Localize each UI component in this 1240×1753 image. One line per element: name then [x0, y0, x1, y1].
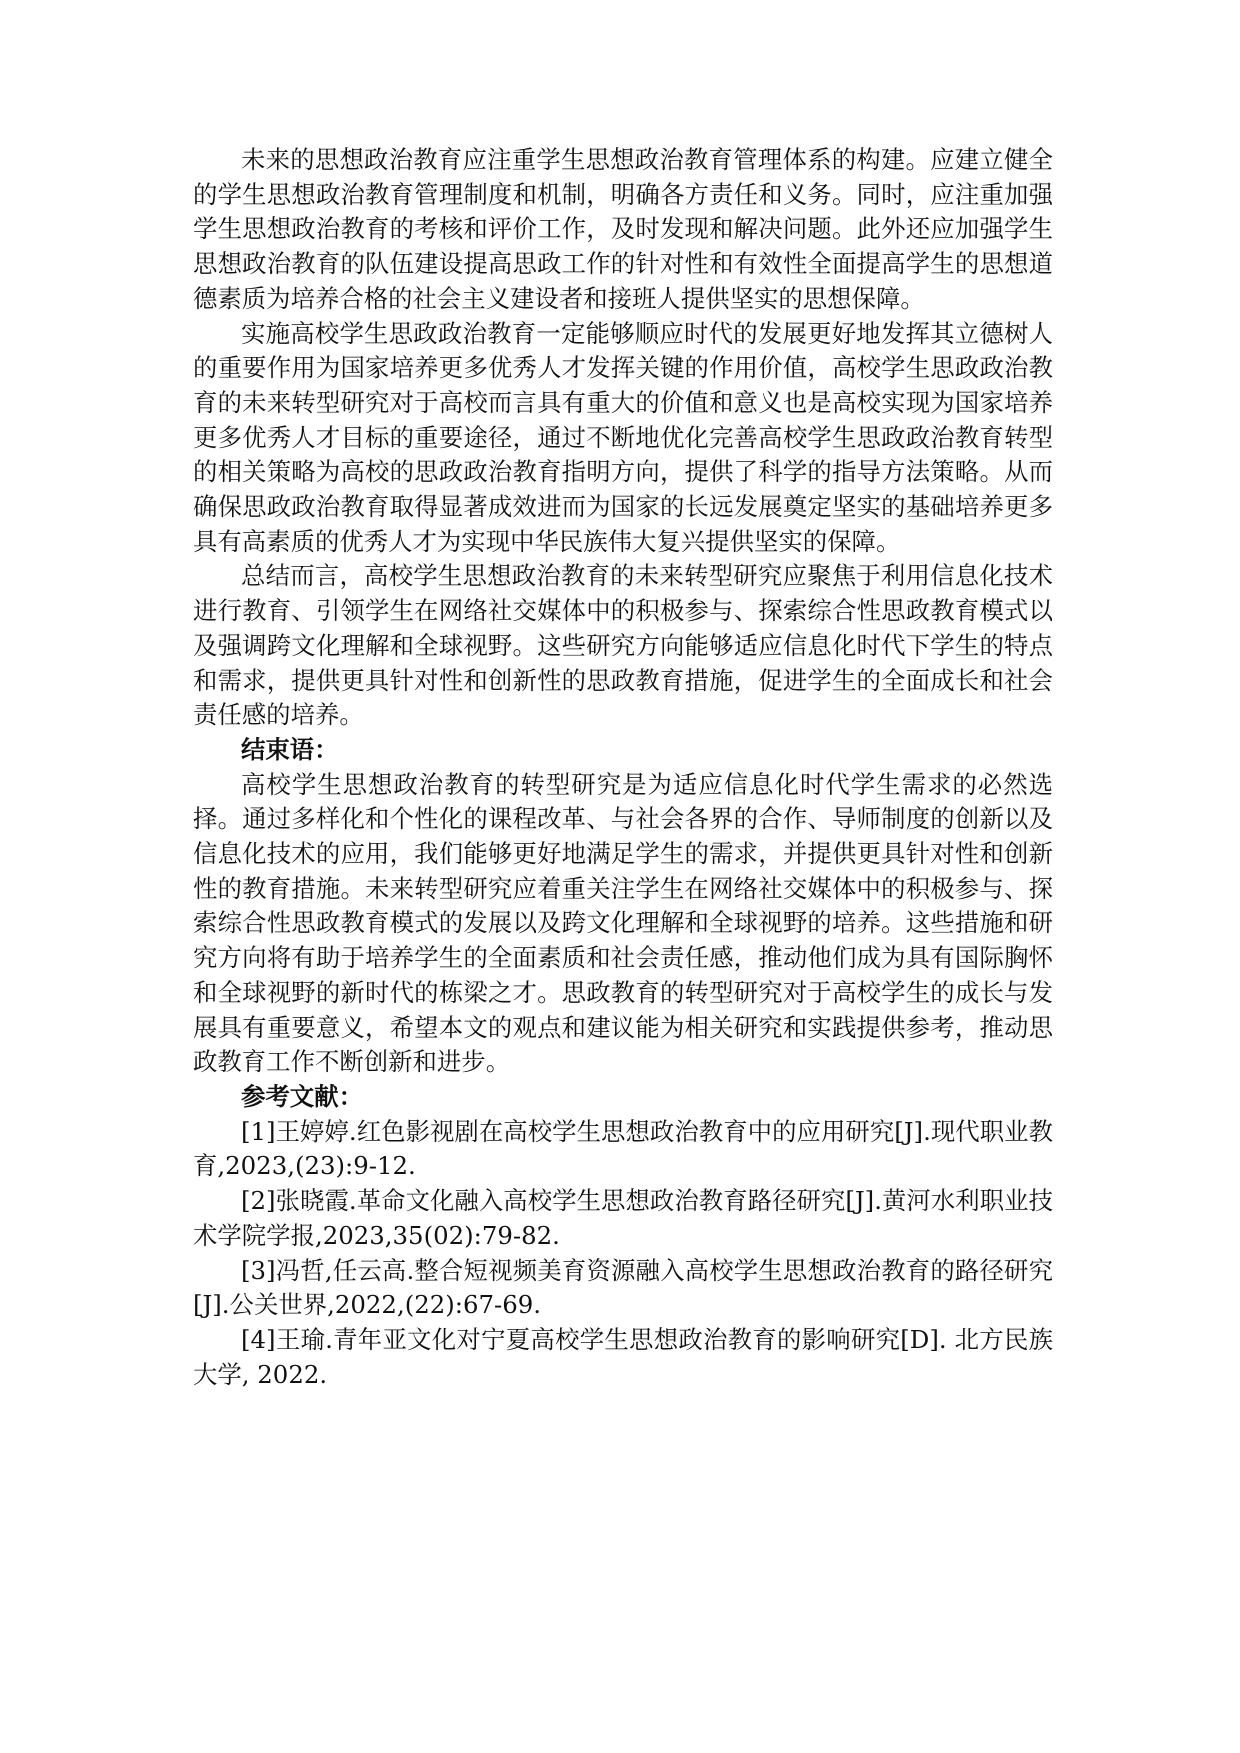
conclusion-heading: 结束语：: [241, 734, 339, 764]
conclusion-paragraph: 高校学生思想政治教育的转型研究是为适应信息化时代学生需求的必然选择。通过多样化和个性化的课程改革、与社会各界的合作、导师制度的创新以及信息化技术的应用，我们能够更好地满足学生的需求，并提供更具针对性和创新性的教育措施。未来转型研究应着重关注学生在网络社交媒体中的积极参与、探索综合性思政教育模式的发展以及跨文化理解和全球视野的培养。这些措施和研究方向将有助于培养学生的全面素质和社会责任感，推动他们成为具有国际胸怀和全球视野的新时代的栋梁之才。思政教育的转型研究对于高校学生的成长与发展具有重要意义，希望本文的观点和建议能为相关研究和实践提供参考，推动思政教育工作不断创新和进步。: [193, 769, 1053, 1077]
body-paragraph-2: 实施高校学生思政政治教育一定能够顺应时代的发展更好地发挥其立德树人的重要作用为国家培养更多优秀人才发挥关键的作用价值，高校学生思政政治教育的未来转型研究对于高校而言具有重大的价值和意义也是高校实现为国家培养更多优秀人才目标的重要途径，通过不断地优化完善高校学生思政政治教育转型的相关策略为高校的思政政治教育指明方向，提供了科学的指导方法策略。从而确保思政政治教育取得显著成效进而为国家的长远发展奠定坚实的基础培养更多具有高素质的优秀人才为实现中华民族伟大复兴提供坚实的保障。: [193, 318, 1053, 556]
reference-item-3: [3]冯哲,任云高.整合短视频美育资源融入高校学生思想政治教育的路径研究[J].公关世界,2022,(22):67-69.: [193, 1255, 1053, 1320]
reference-item-1: [1]王婷婷.红色影视剧在高校学生思想政治教育中的应用研究[J].现代职业教育,2023,(23):9-12.: [193, 1116, 1053, 1181]
body-paragraph-1: 未来的思想政治教育应注重学生思想政治教育管理体系的构建。应建立健全的学生思想政治教育管理制度和机制，明确各方责任和义务。同时，应注重加强学生思想政治教育的考核和评价工作，及时发现和解决问题。此外还应加强学生思想政治教育的队伍建设提高思政工作的针对性和有效性全面提高学生的思想道德素质为培养合格的社会主义建设者和接班人提供坚实的思想保障。: [193, 145, 1053, 313]
body-paragraph-3: 总结而言，高校学生思想政治教育的未来转型研究应聚焦于利用信息化技术进行教育、引领学生在网络社交媒体中的积极参与、探索综合性思政教育模式以及强调跨文化理解和全球视野。这些研究方向能够适应信息化时代下学生的特点和需求，提供更具针对性和创新性的思政教育措施，促进学生的全面成长和社会责任感的培养。: [193, 561, 1053, 730]
reference-item-2: [2]张晓霞.革命文化融入高校学生思想政治教育路径研究[J].黄河水利职业技术学院学报,2023,35(02):79-82.: [193, 1186, 1053, 1250]
reference-list: [193, 1115, 1053, 1393]
reference-item-4: [4]王瑜.青年亚文化对宁夏高校学生思想政治教育的影响研究[D]. 北方民族大学, 2022.: [193, 1324, 1053, 1389]
document-page: [193, 143, 1053, 1392]
references-heading: 参考文献：: [241, 1081, 363, 1111]
